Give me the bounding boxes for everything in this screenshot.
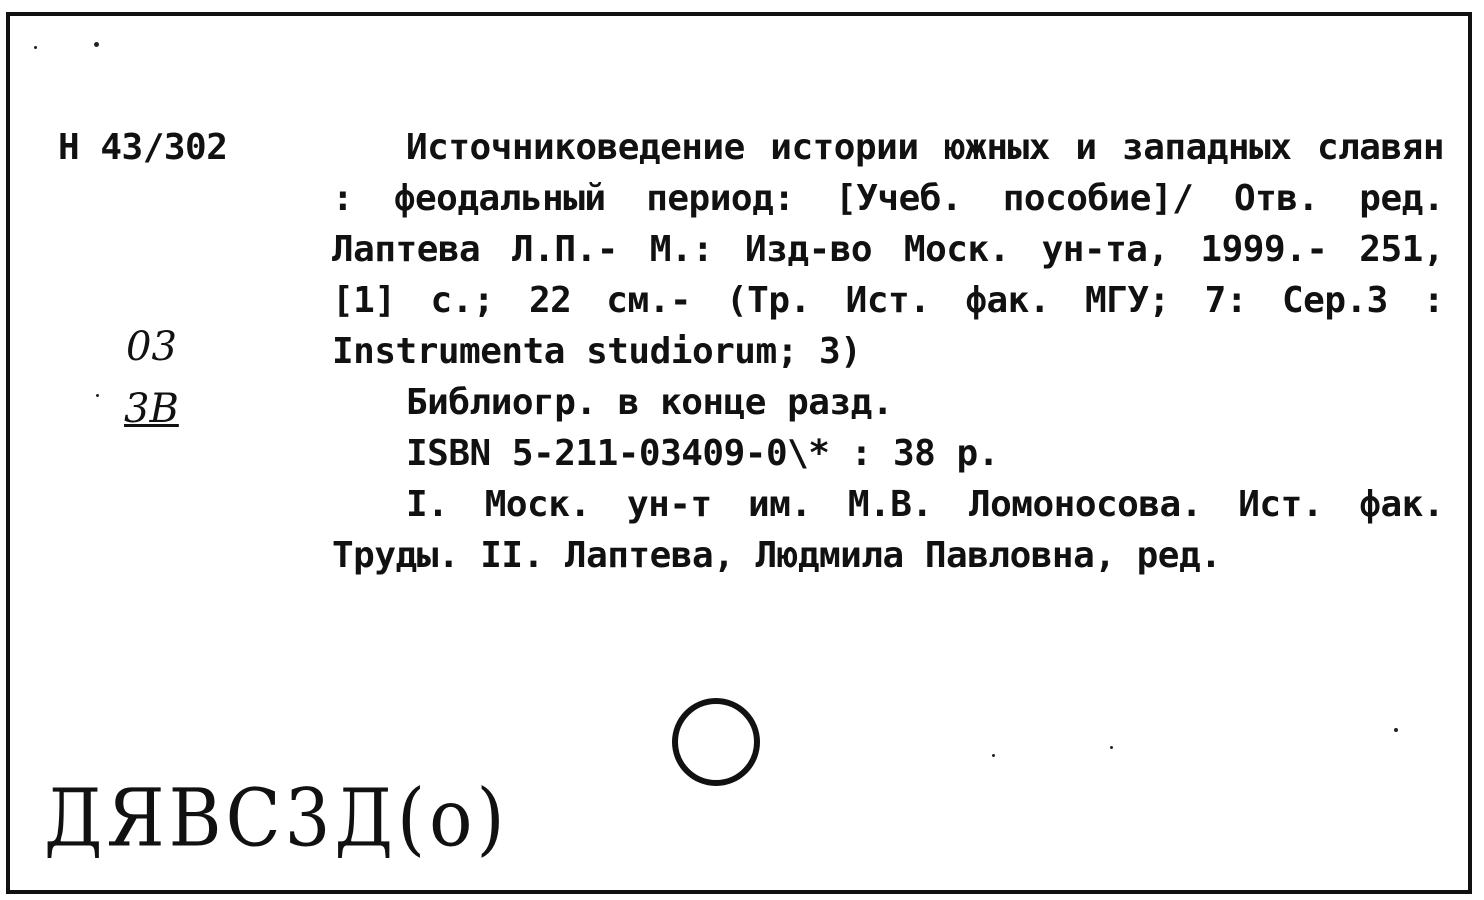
handwritten-note-top: 03	[126, 324, 177, 370]
speck	[1110, 746, 1113, 749]
speck	[992, 754, 995, 757]
shelfmark: Н 43/302	[58, 127, 228, 168]
handwritten-note-bottom: 3В	[124, 386, 179, 432]
handwritten-classification-code: ДЯВС3Д(о)	[44, 772, 509, 865]
speck	[34, 46, 37, 49]
catalog-entry	[332, 122, 1444, 581]
speck	[94, 42, 99, 47]
added-entries: I. Моск. ун-т им. М.В. Ломоносова. Ист. фак. Труды. II. Лаптева, Людмила Павловна, ред.	[332, 484, 1444, 576]
bibliography-note: Библиогр. в конце разд.	[406, 382, 893, 423]
main-description: Источниковедение истории южных и западных славян : феодальный период: [Учеб. пособие]/ Отв. ред. Лаптева Л.П.- М.: Изд-во Моск. ун-та, 1999.- 251, [1] с.; 22 см.- (Тр. Ист. фак. МГУ; 7: Сер.3 : Instrumenta studiorum; 3)	[332, 127, 1444, 372]
speck	[96, 394, 99, 397]
speck	[1394, 728, 1398, 732]
isbn-price: ISBN 5-211-03409-0\* : 38 р.	[406, 433, 999, 474]
punch-hole	[672, 698, 760, 786]
